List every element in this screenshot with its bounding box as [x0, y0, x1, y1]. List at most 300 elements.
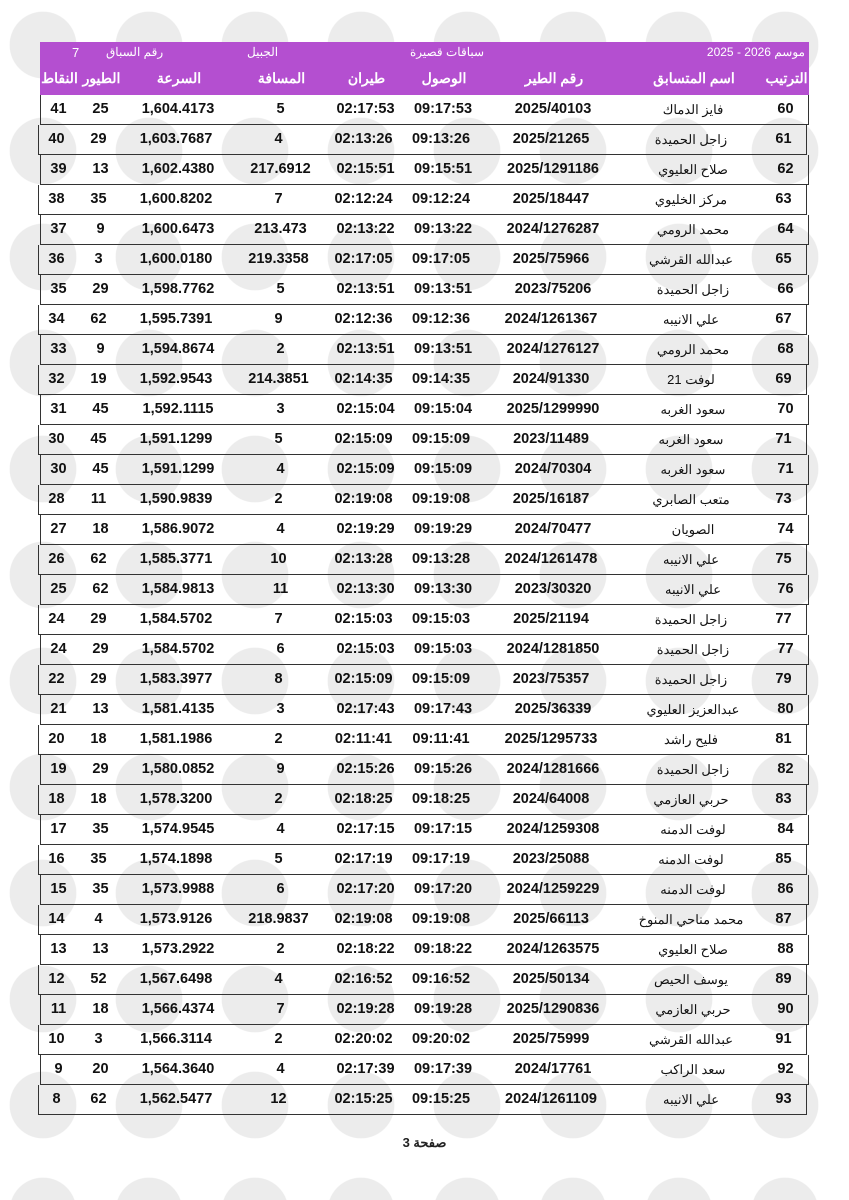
cell-points: 37 [50, 221, 67, 237]
cell-flight: 02:20:02 [334, 1031, 393, 1047]
column-header-arrival: الوصول [421, 70, 467, 86]
table-row [38, 845, 807, 875]
cell-birds: 9 [96, 221, 105, 237]
cell-rank: 64 [777, 221, 794, 237]
cell-flight: 02:11:41 [334, 731, 393, 747]
cell-ring: 2024/1261109 [505, 1091, 597, 1107]
cell-rank: 80 [777, 701, 794, 717]
cell-birds: 18 [92, 521, 109, 537]
cell-arrival: 09:17:19 [411, 851, 471, 867]
cell-ring: 2025/75966 [512, 251, 590, 267]
table-row [38, 965, 807, 995]
table-row [40, 815, 809, 845]
table-row [40, 395, 809, 425]
cell-name: لوفت 21 [667, 372, 715, 387]
cell-rank: 77 [777, 641, 794, 657]
cell-rank: 81 [775, 731, 792, 747]
cell-flight: 02:15:03 [336, 641, 395, 657]
cell-rank: 76 [777, 581, 794, 597]
cell-name: مركز الخليوي [654, 192, 728, 207]
table-row [38, 905, 807, 935]
cell-flight: 02:15:25 [334, 1091, 393, 1107]
cell-rank: 91 [775, 1031, 792, 1047]
cell-ring: 2025/1291186 [507, 161, 599, 177]
cell-birds: 62 [90, 311, 107, 327]
cell-distance: 7 [274, 191, 283, 207]
cell-name: عبدالله القرشي [648, 252, 733, 267]
cell-points: 40 [48, 131, 65, 147]
cell-arrival: 09:19:29 [413, 521, 473, 537]
cell-points: 36 [48, 251, 65, 267]
cell-rank: 90 [777, 1001, 794, 1017]
cell-name: حربي العازمي [653, 792, 729, 807]
cell-points: 30 [50, 461, 67, 477]
cell-points: 21 [50, 701, 67, 717]
table-row [38, 1085, 807, 1115]
cell-distance: 11 [272, 581, 289, 597]
cell-speed: 1,573.9126 [139, 911, 213, 927]
cell-points: 12 [48, 971, 65, 987]
cell-points: 15 [50, 881, 67, 897]
cell-rank: 74 [777, 521, 794, 537]
cell-flight: 02:17:05 [334, 251, 393, 267]
table-row [38, 545, 807, 575]
cell-points: 30 [48, 431, 65, 447]
cell-points: 34 [48, 311, 65, 327]
cell-ring: 2024/70477 [514, 521, 592, 537]
cell-ring: 2025/50134 [512, 971, 590, 987]
cell-birds: 45 [90, 431, 107, 447]
cell-rank: 67 [775, 311, 792, 327]
cell-birds: 62 [90, 1091, 107, 1107]
cell-arrival: 09:17:43 [413, 701, 473, 717]
cell-name: صلاح العليوي [658, 162, 728, 177]
cell-rank: 75 [775, 551, 792, 567]
cell-speed: 1,600.0180 [139, 251, 213, 267]
cell-arrival: 09:13:51 [413, 341, 473, 357]
cell-distance: 9 [276, 761, 285, 777]
cell-rank: 65 [775, 251, 792, 267]
cell-name: لوفت الدمنه [660, 822, 726, 837]
cell-points: 31 [50, 401, 67, 417]
cell-speed: 1,581.1986 [139, 731, 213, 747]
cell-ring: 2024/17761 [514, 1061, 592, 1077]
cell-ring: 2023/75206 [514, 281, 592, 297]
cell-distance: 4 [274, 971, 283, 987]
column-header-speed: السرعة [156, 70, 202, 86]
cell-rank: 62 [777, 161, 794, 177]
cell-points: 26 [48, 551, 65, 567]
cell-speed: 1,574.9545 [141, 821, 215, 837]
cell-speed: 1,567.6498 [139, 971, 213, 987]
table-row [38, 485, 807, 515]
cell-flight: 02:18:25 [334, 791, 393, 807]
table-row [40, 935, 809, 965]
cell-ring: 2025/18447 [512, 191, 590, 207]
cell-speed: 1,585.3771 [139, 551, 213, 567]
cell-distance: 5 [274, 431, 283, 447]
cell-points: 27 [50, 521, 67, 537]
cell-speed: 1,590.9839 [139, 491, 213, 507]
cell-rank: 68 [777, 341, 794, 357]
cell-birds: 35 [90, 851, 107, 867]
table-row [38, 1025, 807, 1055]
cell-distance: 2 [276, 341, 285, 357]
cell-speed: 1,566.3114 [140, 1031, 212, 1047]
cell-flight: 02:19:08 [334, 491, 393, 507]
cell-flight: 02:12:24 [334, 191, 393, 207]
cell-distance: 4 [276, 521, 285, 537]
cell-birds: 35 [92, 821, 109, 837]
cell-birds: 62 [90, 551, 107, 567]
cell-arrival: 09:15:26 [413, 761, 473, 777]
cell-points: 35 [50, 281, 67, 297]
cell-arrival: 09:14:35 [411, 371, 471, 387]
cell-distance: 214.3851 [248, 371, 309, 387]
cell-birds: 13 [92, 161, 109, 177]
cell-speed: 1,600.8202 [139, 191, 213, 207]
table-row [40, 275, 809, 305]
cell-flight: 02:13:30 [336, 581, 395, 597]
cell-flight: 02:12:36 [334, 311, 393, 327]
cell-flight: 02:13:22 [336, 221, 395, 237]
cell-flight: 02:15:51 [336, 161, 395, 177]
cell-ring: 2025/40103 [514, 101, 592, 117]
cell-ring: 2023/25088 [512, 851, 590, 867]
cell-birds: 35 [90, 191, 107, 207]
cell-ring: 2025/16187 [512, 491, 590, 507]
table-row [40, 455, 809, 485]
cell-ring: 2024/70304 [514, 461, 592, 477]
cell-arrival: 09:15:03 [413, 641, 473, 657]
cell-ring: 2025/66113 [513, 911, 589, 927]
cell-ring: 2024/1261367 [504, 311, 598, 327]
cell-name: سعود الغربه [660, 402, 726, 417]
table-row [38, 605, 807, 635]
cell-ring: 2025/75999 [512, 1031, 590, 1047]
cell-distance: 219.3358 [248, 251, 309, 267]
cell-points: 32 [48, 371, 65, 387]
cell-flight: 02:17:20 [336, 881, 395, 897]
cell-arrival: 09:17:20 [413, 881, 473, 897]
cell-speed: 1,574.1898 [139, 851, 213, 867]
cell-speed: 1,573.9988 [141, 881, 215, 897]
race-type-label: سباقات قصيرة [410, 45, 485, 59]
cell-points: 33 [50, 341, 67, 357]
cell-flight: 02:15:09 [336, 461, 395, 477]
cell-ring: 2025/21265 [512, 131, 590, 147]
cell-points: 24 [48, 611, 65, 627]
table-body [40, 95, 809, 1115]
table-row [38, 305, 807, 335]
cell-flight: 02:15:03 [334, 611, 393, 627]
cell-ring: 2024/1281850 [506, 641, 600, 657]
column-header-flight: طيران [347, 70, 386, 86]
column-header-distance: المسافة [257, 70, 306, 86]
cell-distance: 7 [274, 611, 283, 627]
cell-birds: 13 [92, 941, 109, 957]
cell-rank: 63 [775, 191, 792, 207]
cell-ring: 2024/1281666 [506, 761, 600, 777]
cell-speed: 1,586.9072 [141, 521, 215, 537]
cell-name: الصويان [671, 522, 715, 537]
cell-rank: 86 [777, 881, 794, 897]
cell-rank: 83 [775, 791, 792, 807]
cell-arrival: 09:13:30 [413, 581, 473, 597]
table-row [40, 1055, 809, 1085]
cell-birds: 4 [94, 911, 103, 927]
column-header-ring: رقم الطير [524, 70, 584, 86]
cell-rank: 93 [775, 1091, 792, 1107]
cell-name: علي الانيبه [665, 582, 721, 597]
table-row [40, 335, 809, 365]
cell-distance: 218.9837 [248, 911, 309, 927]
cell-birds: 3 [94, 251, 103, 267]
cell-name: لوفت الدمنه [660, 882, 726, 897]
cell-distance: 3 [276, 401, 285, 417]
table-row [40, 635, 809, 665]
cell-distance: 8 [274, 671, 283, 687]
cell-flight: 02:13:28 [334, 551, 393, 567]
table-row [38, 365, 807, 395]
table-row [38, 185, 807, 215]
cell-name: علي الانيبه [663, 552, 719, 567]
cell-arrival: 09:17:05 [411, 251, 471, 267]
cell-arrival: 09:15:09 [411, 671, 471, 687]
cell-flight: 02:19:29 [336, 521, 395, 537]
cell-arrival: 09:13:22 [413, 221, 473, 237]
cell-points: 13 [50, 941, 67, 957]
cell-arrival: 09:15:51 [413, 161, 473, 177]
cell-name: عبدالله القرشي [648, 1032, 733, 1047]
cell-arrival: 09:15:03 [411, 611, 471, 627]
cell-ring: 2025/1299990 [506, 401, 600, 417]
cell-ring: 2023/30320 [514, 581, 592, 597]
cell-rank: 70 [777, 401, 794, 417]
cell-arrival: 09:15:25 [411, 1091, 471, 1107]
cell-name: زاجل الحميدة [656, 762, 730, 777]
cell-flight: 02:13:51 [336, 281, 395, 297]
results-table [40, 42, 809, 1115]
cell-flight: 02:15:26 [336, 761, 395, 777]
table-row [38, 245, 807, 275]
cell-arrival: 09:17:15 [413, 821, 473, 837]
cell-points: 19 [50, 761, 67, 777]
cell-distance: 2 [276, 941, 285, 957]
season-label: موسم 2026 - 2025 [706, 45, 805, 59]
cell-birds: 11 [90, 491, 107, 507]
cell-speed: 1,583.3977 [139, 671, 213, 687]
cell-points: 9 [54, 1061, 63, 1077]
cell-birds: 29 [92, 761, 109, 777]
cell-name: سعود الغربه [658, 432, 724, 447]
cell-rank: 88 [777, 941, 794, 957]
cell-arrival: 09:15:04 [413, 401, 473, 417]
cell-flight: 02:17:53 [336, 101, 395, 117]
cell-name: زاجل الحميدة [654, 672, 728, 687]
cell-distance: 4 [274, 131, 283, 147]
cell-points: 20 [48, 731, 65, 747]
cell-speed: 1,584.5702 [141, 641, 215, 657]
cell-ring: 2025/36339 [514, 701, 592, 717]
cell-points: 39 [50, 161, 67, 177]
cell-birds: 9 [96, 341, 105, 357]
race-number-label: رقم السباق [106, 45, 164, 59]
cell-flight: 02:17:15 [336, 821, 395, 837]
cell-distance: 4 [276, 821, 285, 837]
cell-arrival: 09:13:51 [413, 281, 473, 297]
cell-flight: 02:17:39 [336, 1061, 395, 1077]
cell-birds: 18 [90, 791, 107, 807]
cell-name: عبدالعزيز العليوي [646, 702, 740, 717]
cell-speed: 1,595.7391 [139, 311, 213, 327]
cell-speed: 1,581.4135 [141, 701, 215, 717]
column-header-points: النقاط [41, 70, 78, 86]
cell-distance: 7 [276, 1001, 285, 1017]
cell-speed: 1,591.1299 [139, 431, 213, 447]
cell-ring: 2024/91330 [512, 371, 590, 387]
cell-birds: 29 [92, 641, 109, 657]
column-header-rank: الترتيب [765, 70, 808, 86]
cell-ring: 2024/64008 [512, 791, 590, 807]
cell-arrival: 09:13:26 [411, 131, 471, 147]
cell-speed: 1,602.4380 [141, 161, 215, 177]
cell-ring: 2023/75357 [512, 671, 590, 687]
cell-name: فايز الدماك [662, 102, 724, 117]
cell-birds: 13 [92, 701, 109, 717]
cell-arrival: 09:15:09 [413, 461, 473, 477]
cell-name: زاجل الحميدة [656, 282, 730, 297]
cell-speed: 1,562.5477 [139, 1091, 213, 1107]
table-row [40, 155, 809, 185]
cell-flight: 02:13:51 [336, 341, 395, 357]
cell-rank: 60 [777, 101, 794, 117]
cell-name: فليح راشد [663, 732, 719, 747]
cell-name: محمد الرومي [656, 222, 730, 237]
cell-arrival: 09:19:08 [411, 491, 471, 507]
cell-arrival: 09:19:08 [411, 911, 471, 927]
cell-name: صلاح العليوي [658, 942, 728, 957]
cell-ring: 2024/1276287 [506, 221, 600, 237]
cell-distance: 9 [274, 311, 283, 327]
table-row [40, 515, 809, 545]
cell-flight: 02:15:09 [334, 431, 393, 447]
cell-ring: 2025/21194 [513, 611, 589, 627]
cell-points: 38 [48, 191, 65, 207]
cell-flight: 02:19:28 [336, 1001, 395, 1017]
cell-rank: 73 [775, 491, 792, 507]
cell-rank: 71 [777, 461, 794, 477]
table-row [40, 755, 809, 785]
cell-rank: 82 [777, 761, 794, 777]
cell-rank: 71 [775, 431, 792, 447]
cell-distance: 12 [270, 1091, 287, 1107]
cell-speed: 1,564.3640 [141, 1061, 215, 1077]
race-number: 7 [72, 45, 80, 60]
table-row [40, 95, 809, 125]
cell-points: 8 [52, 1091, 61, 1107]
cell-distance: 2 [274, 791, 283, 807]
location-label: الجبيل [247, 45, 279, 59]
cell-name: يوسف الحيص [653, 972, 729, 987]
cell-speed: 1,603.7687 [139, 131, 213, 147]
cell-speed: 1,600.6473 [141, 221, 215, 237]
cell-speed: 1,591.1299 [141, 461, 215, 477]
cell-speed: 1,604.4173 [141, 101, 215, 117]
cell-flight: 02:18:22 [336, 941, 395, 957]
cell-name: علي الانيبه [663, 312, 719, 327]
cell-distance: 3 [276, 701, 285, 717]
cell-points: 22 [48, 671, 65, 687]
cell-speed: 1,598.7762 [141, 281, 215, 297]
cell-birds: 45 [92, 401, 109, 417]
cell-rank: 61 [775, 131, 792, 147]
cell-ring: 2024/1259308 [506, 821, 600, 837]
cell-birds: 29 [90, 671, 107, 687]
cell-distance: 5 [274, 851, 283, 867]
cell-birds: 62 [92, 581, 109, 597]
cell-distance: 2 [274, 491, 283, 507]
cell-birds: 29 [90, 611, 107, 627]
cell-name: زاجل الحميدة [656, 642, 730, 657]
cell-birds: 45 [92, 461, 109, 477]
cell-points: 41 [50, 101, 67, 117]
cell-distance: 2 [274, 731, 283, 747]
cell-rank: 89 [775, 971, 792, 987]
cell-flight: 02:17:43 [336, 701, 395, 717]
cell-flight: 02:15:09 [334, 671, 393, 687]
cell-birds: 29 [90, 131, 107, 147]
cell-birds: 20 [92, 1061, 109, 1077]
cell-speed: 1,566.4374 [141, 1001, 215, 1017]
cell-distance: 6 [276, 641, 285, 657]
column-header-name: اسم المتسابق [653, 70, 735, 86]
cell-points: 14 [48, 911, 65, 927]
cell-speed: 1,592.9543 [139, 371, 213, 387]
cell-birds: 25 [92, 101, 109, 117]
cell-distance: 4 [276, 1061, 285, 1077]
cell-distance: 2 [274, 1031, 283, 1047]
cell-ring: 2023/11489 [513, 431, 589, 447]
cell-speed: 1,584.5702 [139, 611, 213, 627]
cell-distance: 4 [276, 461, 285, 477]
cell-points: 10 [48, 1031, 65, 1047]
cell-distance: 217.6912 [250, 161, 311, 177]
cell-name: متعب الصابري [652, 492, 730, 507]
cell-arrival: 09:17:53 [413, 101, 473, 117]
page-number: صفحة 3 [402, 1135, 447, 1150]
cell-flight: 02:15:04 [336, 401, 395, 417]
table-row [38, 425, 807, 455]
cell-speed: 1,578.3200 [139, 791, 213, 807]
cell-rank: 66 [777, 281, 794, 297]
cell-points: 16 [48, 851, 65, 867]
cell-arrival: 09:12:36 [411, 311, 471, 327]
cell-arrival: 09:16:52 [411, 971, 471, 987]
cell-birds: 29 [92, 281, 109, 297]
cell-birds: 18 [90, 731, 107, 747]
cell-distance: 6 [276, 881, 285, 897]
cell-arrival: 09:17:39 [413, 1061, 473, 1077]
cell-arrival: 09:12:24 [411, 191, 471, 207]
cell-flight: 02:16:52 [334, 971, 393, 987]
cell-points: 11 [50, 1001, 67, 1017]
cell-ring: 2025/1295733 [504, 731, 598, 747]
cell-rank: 77 [775, 611, 792, 627]
cell-points: 24 [50, 641, 67, 657]
table-row [40, 575, 809, 605]
cell-speed: 1,580.0852 [141, 761, 215, 777]
